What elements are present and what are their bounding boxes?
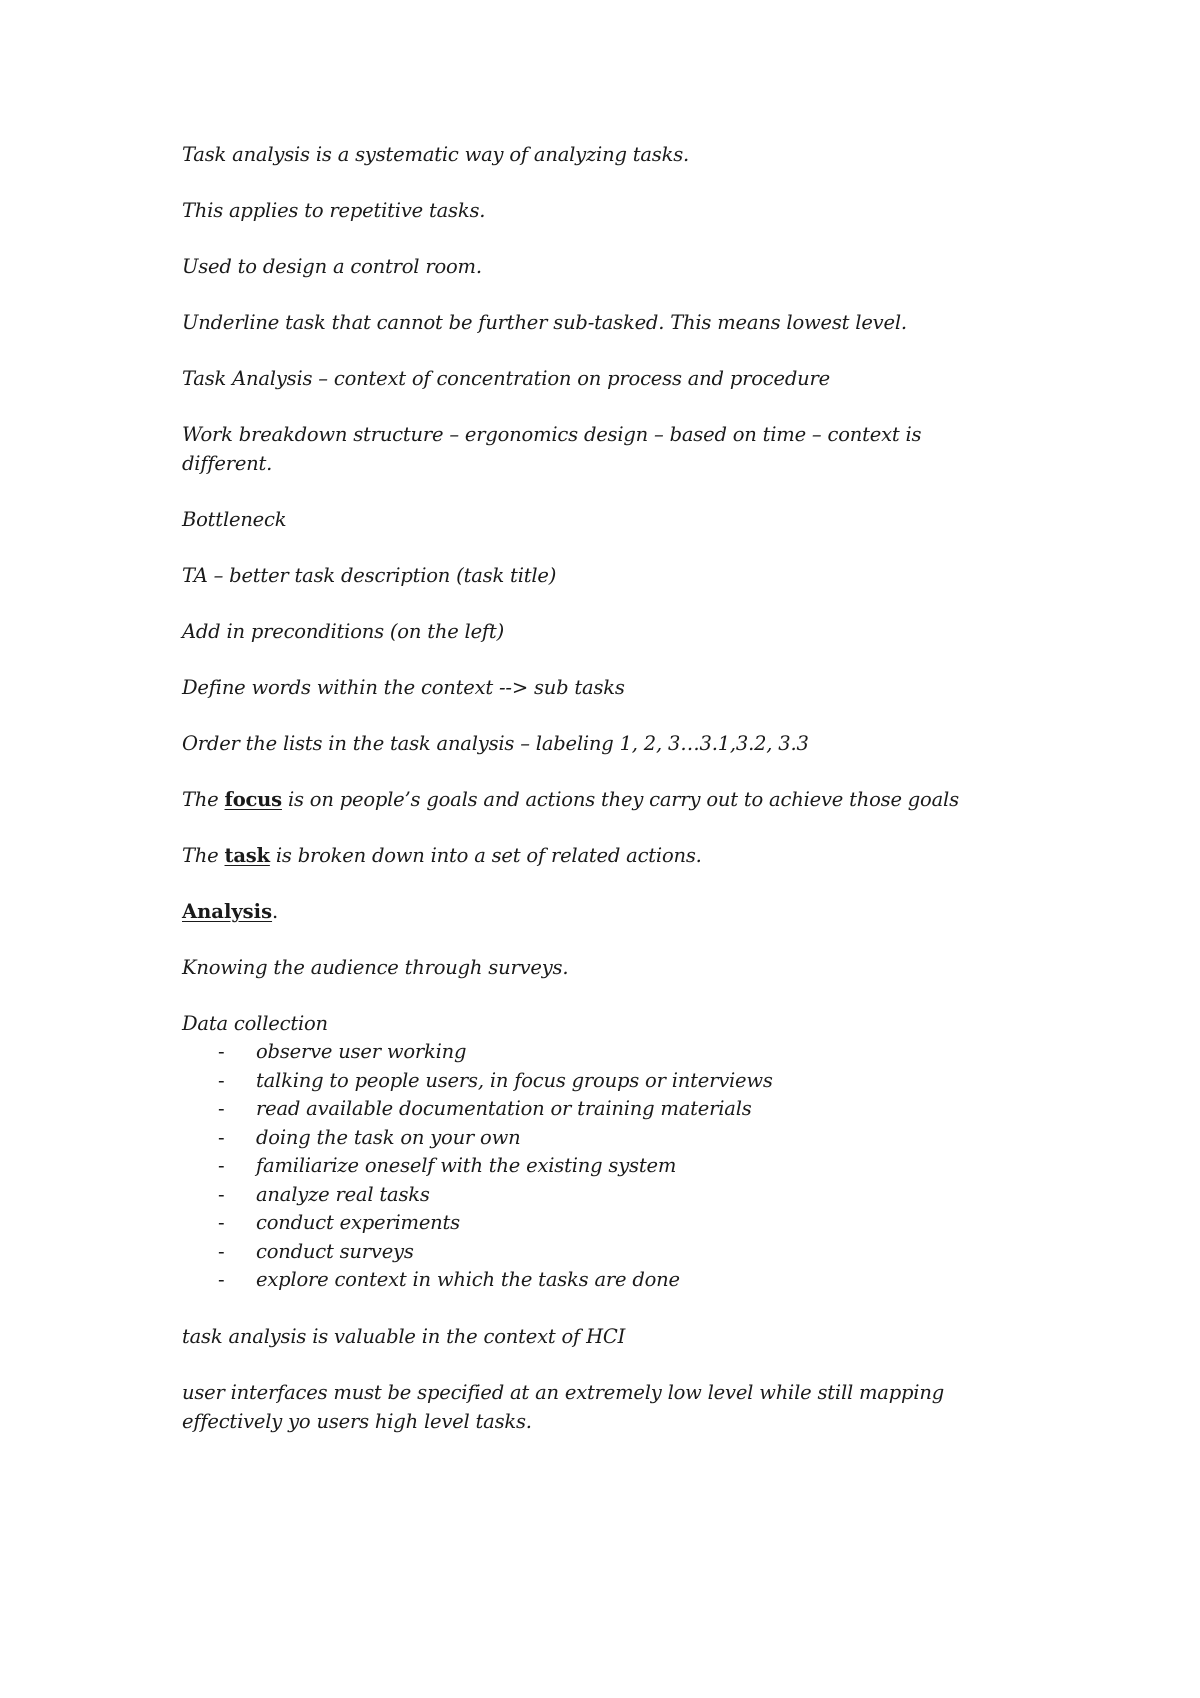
analysis-heading-suffix: . bbox=[272, 900, 279, 923]
task-post-text: is broken down into a set of related actions. bbox=[269, 844, 702, 867]
list-item-text: familiarize oneself with the existing system bbox=[256, 1154, 677, 1177]
list-dash: - bbox=[218, 1097, 225, 1120]
data-collection-list bbox=[182, 1038, 1022, 1295]
data-collection-title: Data collection bbox=[182, 1012, 328, 1035]
focus-keyword: focus bbox=[224, 788, 282, 811]
list-item bbox=[182, 1209, 1022, 1238]
list-item bbox=[182, 1124, 1022, 1153]
list-item-text: read available documentation or training materials bbox=[256, 1097, 752, 1120]
paragraph-define-words: Define words within the context --> sub tasks bbox=[182, 676, 625, 699]
list-dash: - bbox=[218, 1268, 225, 1291]
paragraph-preconditions: Add in preconditions (on the left) bbox=[182, 620, 504, 643]
paragraph-task-analysis-context: Task Analysis – context of concentration on process and procedure bbox=[182, 367, 830, 390]
paragraph-bottleneck: Bottleneck bbox=[182, 508, 287, 531]
list-item bbox=[182, 1152, 1022, 1181]
list-dash: - bbox=[218, 1154, 225, 1177]
paragraph-knowing-audience: Knowing the audience through surveys. bbox=[182, 956, 569, 979]
list-item-text: analyze real tasks bbox=[256, 1182, 430, 1206]
list-item-text: doing the task on your own bbox=[256, 1125, 521, 1149]
paragraph-control-room: Used to design a control room. bbox=[182, 255, 482, 278]
paragraph-focus bbox=[182, 785, 1022, 814]
list-item-text: conduct experiments bbox=[256, 1211, 460, 1234]
paragraph-ta-description: TA – better task description (task title) bbox=[182, 564, 557, 587]
list-dash: - bbox=[218, 1125, 225, 1149]
paragraph-task bbox=[182, 841, 1022, 870]
focus-post-text: is on people’s goals and actions they carry out to achieve those goals bbox=[281, 788, 959, 811]
list-item-text: talking to people users, in focus groups or interviews bbox=[256, 1068, 773, 1092]
focus-pre-text: The bbox=[182, 788, 225, 811]
paragraph-user-interfaces: user interfaces must be specified at an extremely low level while still mapping effectively yo users high level tasks. bbox=[182, 1380, 944, 1433]
list-item bbox=[182, 1238, 1022, 1267]
document-page bbox=[182, 140, 1022, 1463]
paragraph-order-lists: Order the lists in the task analysis – labeling 1, 2, 3…3.1,3.2, 3.3 bbox=[182, 732, 809, 755]
list-item-text: explore context in which the tasks are done bbox=[256, 1268, 680, 1291]
analysis-heading-word: Analysis bbox=[182, 900, 273, 923]
task-keyword: task bbox=[224, 844, 270, 867]
analysis-heading bbox=[182, 897, 1022, 926]
list-dash: - bbox=[218, 1211, 225, 1234]
list-item bbox=[182, 1038, 1022, 1067]
paragraph-underline-task: Underline task that cannot be further sub-tasked. This means lowest level. bbox=[182, 311, 907, 334]
paragraph-task-analysis-definition: Task analysis is a systematic way of analyzing tasks. bbox=[182, 143, 690, 166]
list-dash: - bbox=[218, 1239, 225, 1263]
list-item bbox=[182, 1181, 1022, 1210]
list-item-text: conduct surveys bbox=[256, 1239, 414, 1263]
paragraph-repetitive-tasks: This applies to repetitive tasks. bbox=[182, 199, 486, 222]
list-item bbox=[182, 1067, 1022, 1096]
list-dash: - bbox=[218, 1182, 225, 1206]
list-item bbox=[182, 1266, 1022, 1295]
task-pre-text: The bbox=[182, 844, 225, 867]
list-dash: - bbox=[218, 1040, 225, 1063]
list-item-text: observe user working bbox=[256, 1040, 467, 1063]
paragraph-work-breakdown: Work breakdown structure – ergonomics design – based on time – context is different. bbox=[182, 423, 922, 475]
paragraph-hci-value: task analysis is valuable in the context of HCI bbox=[182, 1324, 626, 1348]
list-dash: - bbox=[218, 1068, 225, 1092]
list-item bbox=[182, 1095, 1022, 1124]
